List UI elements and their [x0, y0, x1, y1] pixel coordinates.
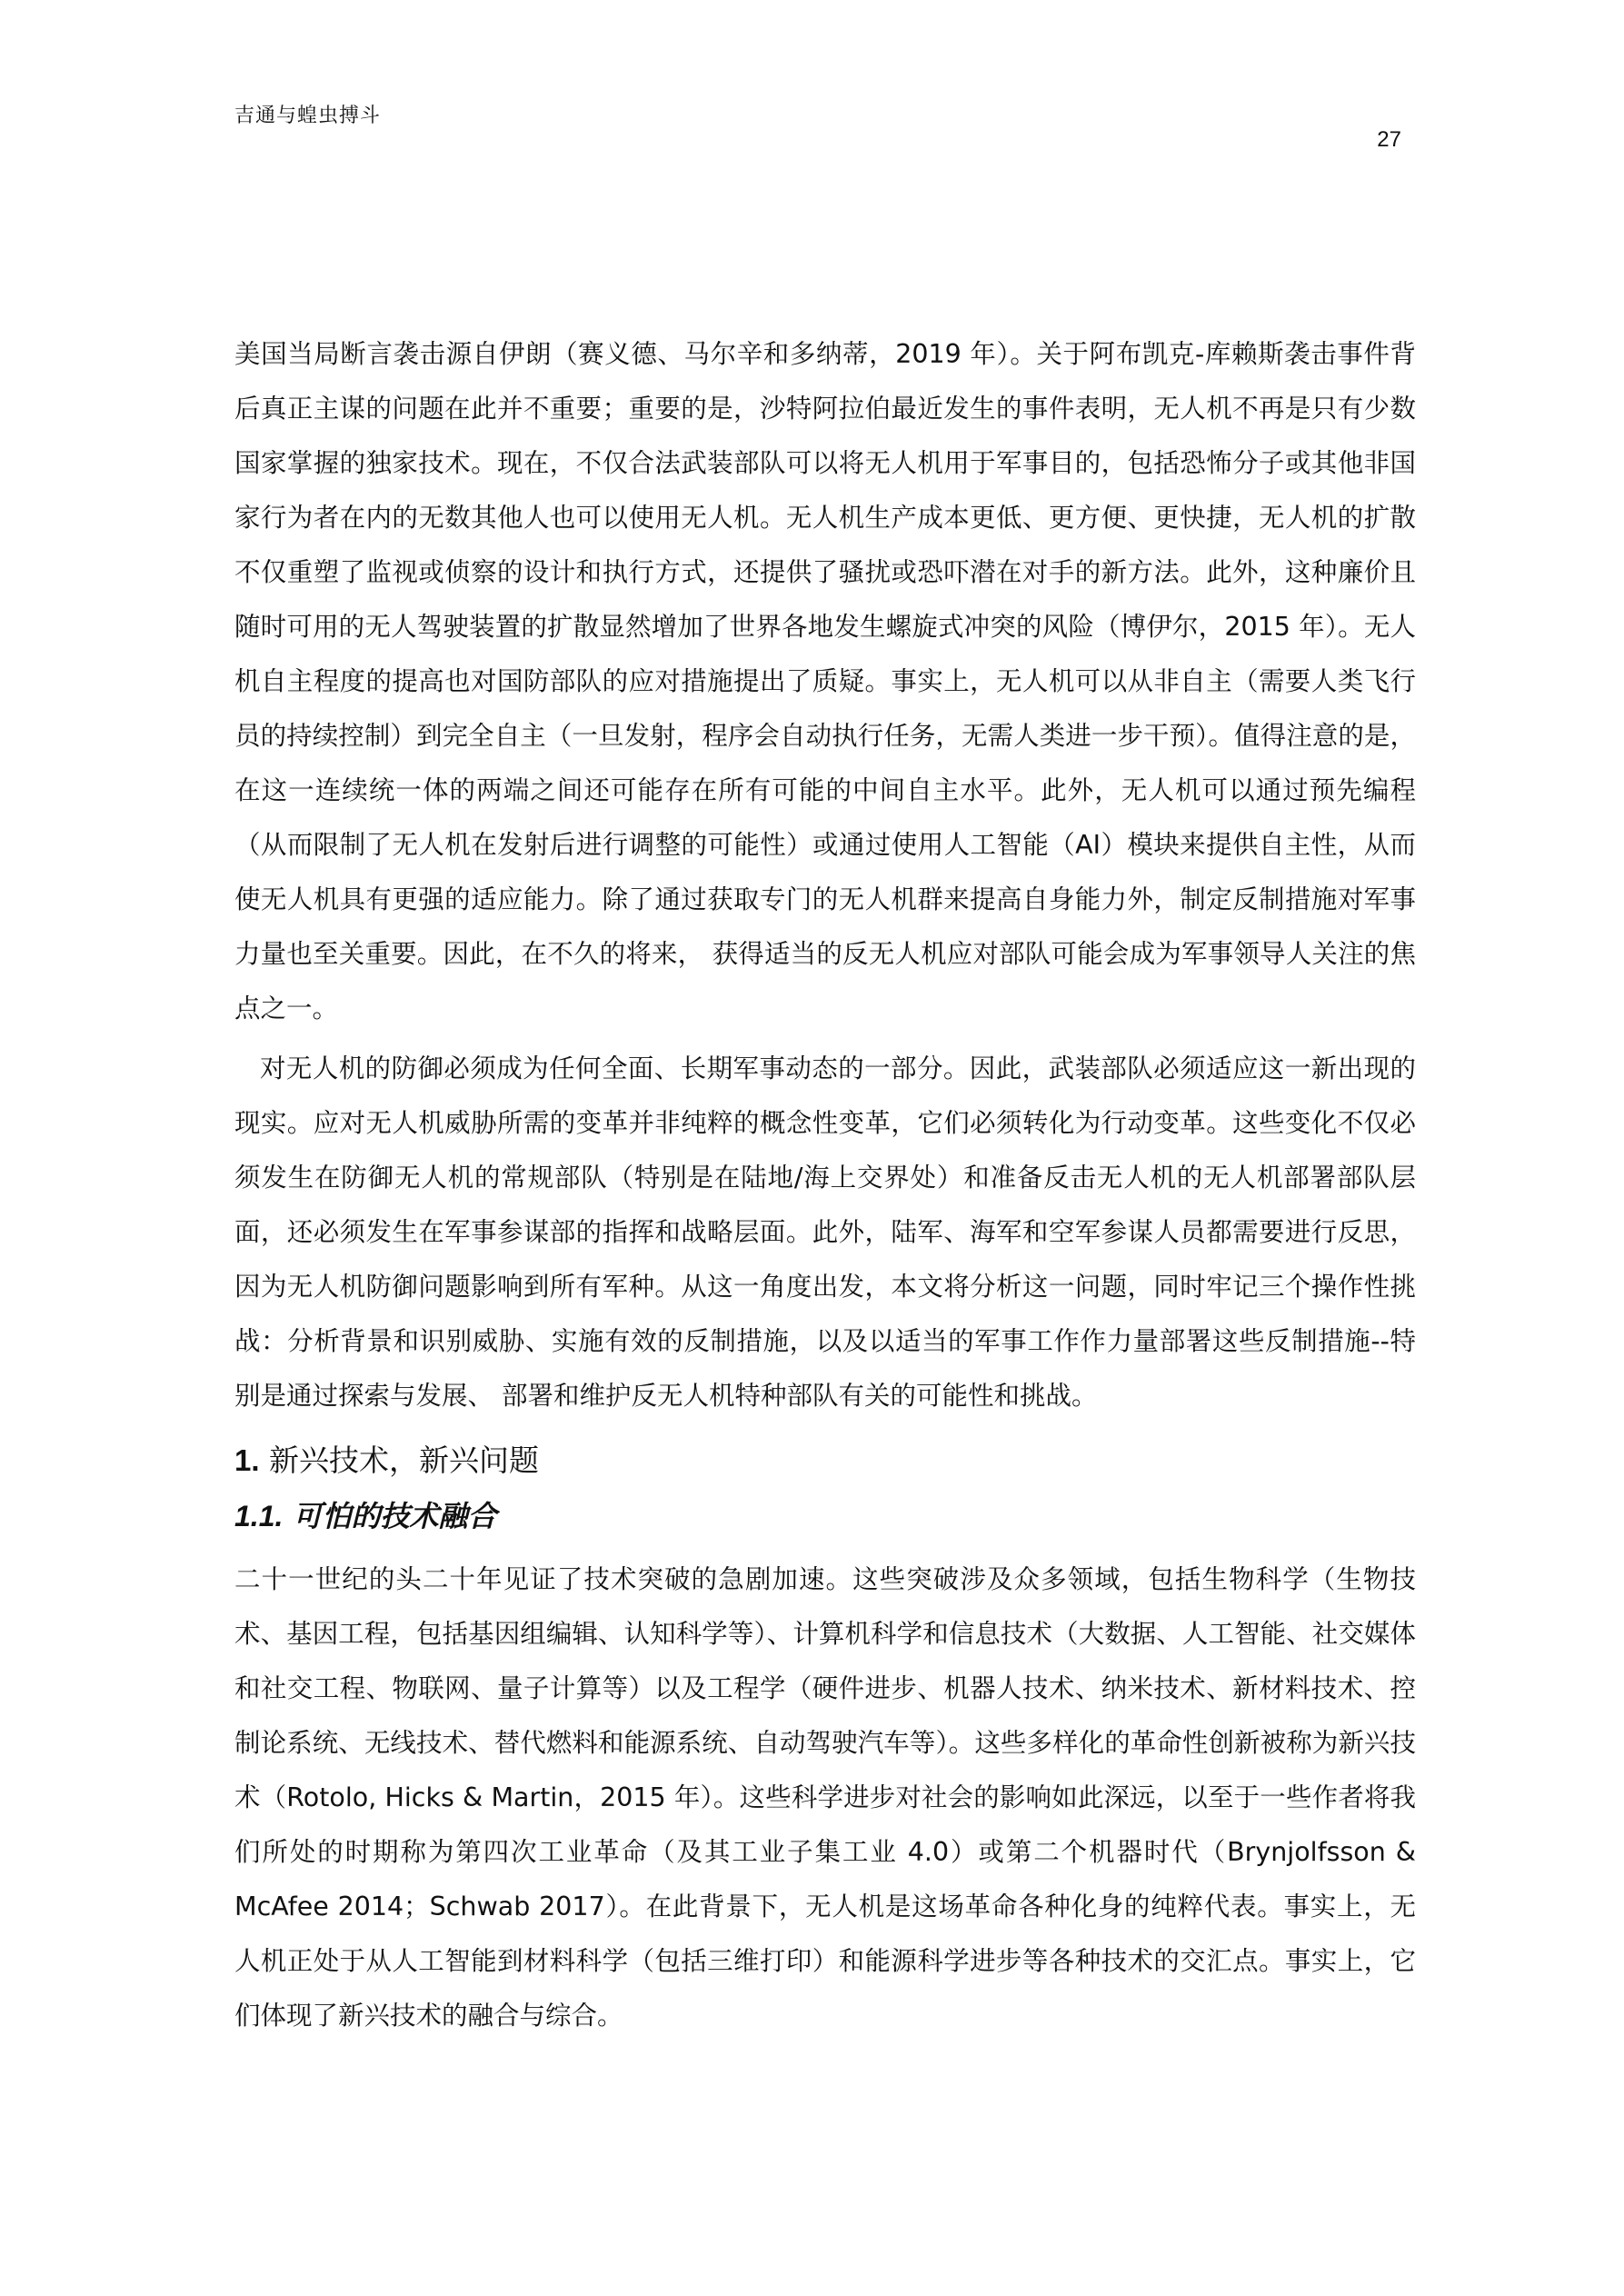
running-header: 吉通与蝗虫搏斗: [234, 105, 382, 127]
section-title: 新兴技术，新兴问题: [269, 1442, 540, 1478]
subsection-heading: [234, 1487, 1416, 1545]
paragraph-drone-proliferation: 美国当局断言袭击源自伊朗（赛义德、马尔辛和多纳蒂，2019 年）。关于阿布凯克-库赖斯袭击事件背后真正主谋的问题在此并不重要；重要的是，沙特阿拉伯最近发生的事件表明，无人机不再是只有少数国家掌握的独家技术。现在，不仅合法武装部队可以将无人机用于军事目的，包括恐怖分子或其他非国家行为者在内的无数其他人也可以使用无人机。无人机生产成本更低、更方便、更快捷，无人机的扩散不仅重塑了监视或侦察的设计和执行方式，还提供了骚扰或恐吓潜在对手的新方法。此外，这种廉价且随时可用的无人驾驶装置的扩散显然增加了世界各地发生螺旋式冲突的风险（博伊尔，2015 年）。无人机自主程度的提高也对国防部队的应对措施提出了质疑。事实上，无人机可以从非自主（需要人类飞行员的持续控制）到完全自主（一旦发射，程序会自动执行任务，无需人类进一步干预）。值得注意的是，在这一连续统一体的两端之间还可能存在所有可能的中间自主水平。此外，无人机可以通过预先编程（从而限制了无人机在发射后进行调整的可能性）或通过使用人工智能（AI）模块来提供自主性，从而使无人机具有更强的适应能力。除了通过获取专门的无人机群来提高自身能力外，制定反制措施对军事力量也至关重要。因此，在不久的将来， 获得适当的反无人机应对部队可能会成为军事领导人关注的焦点之一。: [234, 339, 1416, 1023]
page-number: 27: [1377, 127, 1401, 152]
subsection-number: 1.1.: [234, 1500, 284, 1532]
section-heading: [234, 1434, 1416, 1487]
paragraph-drone-defense: 对无人机的防御必须成为任何全面、长期军事动态的一部分。因此，武装部队必须适应这一新出现的现实。应对无人机威胁所需的变革并非纯粹的概念性变革，它们必须转化为行动变革。这些变化不仅必须发生在防御无人机的常规部队（特别是在陆地/海上交界处）和准备反击无人机的无人机部署部队层面，还必须发生在军事参谋部的指挥和战略层面。此外，陆军、海军和空军参谋人员都需要进行反思，因为无人机防御问题影响到所有军种。从这一角度出发，本文将分析这一问题，同时牢记三个操作性挑战：分析背景和识别威胁、实施有效的反制措施，以及以适当的军事工作作力量部署这些反制措施--特别是通过探索与发展、 部署和维护反无人机特种部队有关的可能性和挑战。: [234, 1053, 1416, 1411]
paragraph-emerging-tech: 二十一世纪的头二十年见证了技术突破的急剧加速。这些突破涉及众多领域，包括生物科学（生物技术、基因工程，包括基因组编辑、认知科学等）、计算机科学和信息技术（大数据、人工智能、社交媒体和社交工程、物联网、量子计算等）以及工程学（硬件进步、机器人技术、纳米技术、新材料技术、控制论系统、无线技术、替代燃料和能源系统、自动驾驶汽车等）。这些多样化的革命性创新被称为新兴技术（Rotolo, Hicks & Martin，2015 年）。这些科学进步对社会的影响如此深远，以至于一些作者将我们所处的时期称为第四次工业革命（及其工业子集工业 4.0）或第二个机器时代（Brynjolfsson & McAfee 2014；Schwab 2017）。在此背景下，无人机是这场革命各种化身的纯粹代表。事实上，无人机正处于从人工智能到材料科学（包括三维打印）和能源科学进步等各种技术的交汇点。事实上，它们体现了新兴技术的融合与综合。: [234, 1564, 1416, 2031]
section-number: 1.: [234, 1443, 260, 1477]
subsection-title: 可怕的技术融合: [293, 1499, 497, 1533]
page-body: [234, 327, 1416, 2043]
